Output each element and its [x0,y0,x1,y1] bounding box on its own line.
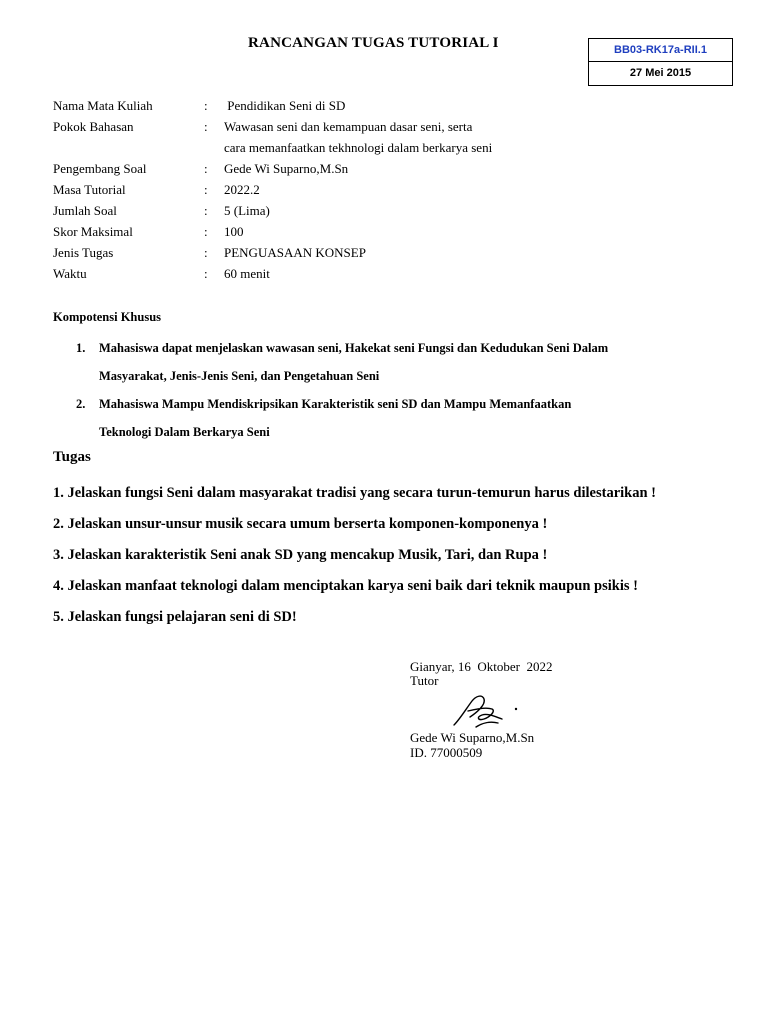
signer-info [410,730,534,760]
task-item: 4. Jelaskan manfaat teknologi dalam menciptakan karya seni baik dari teknik maupun psikis ! [53,578,638,594]
competency-heading: Kompotensi Khusus [53,310,162,324]
info-row-course-name [53,95,613,116]
info-row-author [53,158,613,179]
competency-item [76,334,736,390]
document-code-box [588,38,733,86]
info-colon: : [204,266,208,281]
info-label: Nama Mata Kuliah [53,98,153,113]
competency-text-line: Masyarakat, Jenis-Jenis Seni, dan Pengetahuan Seni [99,369,380,383]
info-colon: : [204,182,208,197]
info-colon: : [204,98,208,113]
info-label: Masa Tutorial [53,182,126,197]
info-label: Jumlah Soal [53,203,117,218]
tasks-list [53,481,753,636]
info-value: PENGUASAAN KONSEP [224,245,366,260]
task-item: 5. Jelaskan fungsi pelajaran seni di SD! [53,609,297,625]
competency-list [76,334,736,446]
task-item: 1. Jelaskan fungsi Seni dalam masyarakat tradisi yang secara turun-temurun harus dilestarikan ! [53,485,657,501]
info-value: 100 [224,224,244,239]
competency-item [76,390,736,446]
info-colon: : [204,161,208,176]
task-item: 2. Jelaskan unsur-unsur musik secara umum berserta komponen-komponenya ! [53,516,548,532]
info-label: Jenis Tugas [53,245,114,260]
competency-text-line: Mahasiswa dapat menjelaskan wawasan seni, Hakekat seni Fungsi dan Kedudukan Seni Dalam [99,341,609,355]
info-value-line: Wawasan seni dan kemampuan dasar seni, serta [224,119,473,134]
info-value: 2022.2 [224,182,260,197]
signer-id: ID. 77000509 [410,745,483,760]
info-row-max-score [53,221,613,242]
info-colon: : [204,203,208,218]
competency-text-line: Mahasiswa Mampu Mendiskripsikan Karakteristik seni SD dan Mampu Memanfaatkan [99,397,572,411]
place-date: Gianyar, 16 Oktober 2022 [410,659,553,674]
info-label: Pengembang Soal [53,161,147,176]
info-label: Pokok Bahasan [53,119,134,134]
competency-text-line: Teknologi Dalam Berkarya Seni [99,425,270,439]
course-info-table [53,95,613,284]
info-row-task-type [53,242,613,263]
info-label: Skor Maksimal [53,224,133,239]
info-value [224,116,492,158]
competency-number: 1. [76,341,86,355]
handwritten-signature [446,687,526,733]
signer-name: Gede Wi Suparno,M.Sn [410,730,535,745]
info-value: Gede Wi Suparno,M.Sn [224,161,349,176]
info-row-topic [53,116,613,158]
competency-number: 2. [76,397,86,411]
signer-role: Tutor [410,673,439,688]
info-row-period [53,179,613,200]
document-date: 27 Mei 2015 [629,67,692,79]
info-row-question-count [53,200,613,221]
task-item: 3. Jelaskan karakteristik Seni anak SD yang mencakup Musik, Tari, dan Rupa ! [53,547,548,563]
info-value: Pendidikan Seni di SD [224,98,346,113]
signature-header [410,660,552,688]
tasks-heading: Tugas [53,449,91,465]
info-label: Waktu [53,266,87,281]
info-value: 5 (Lima) [224,203,270,218]
info-value: 60 menit [224,266,270,281]
info-colon: : [204,245,208,260]
info-colon: : [204,224,208,239]
info-row-time [53,263,613,284]
document-code: BB03-RK17a-RII.1 [589,39,732,62]
document-title: RANCANGAN TUGAS TUTORIAL I [248,35,499,51]
info-colon: : [204,119,208,134]
info-value-line: cara memanfaatkan tekhnologi dalam berkarya seni [224,140,493,155]
